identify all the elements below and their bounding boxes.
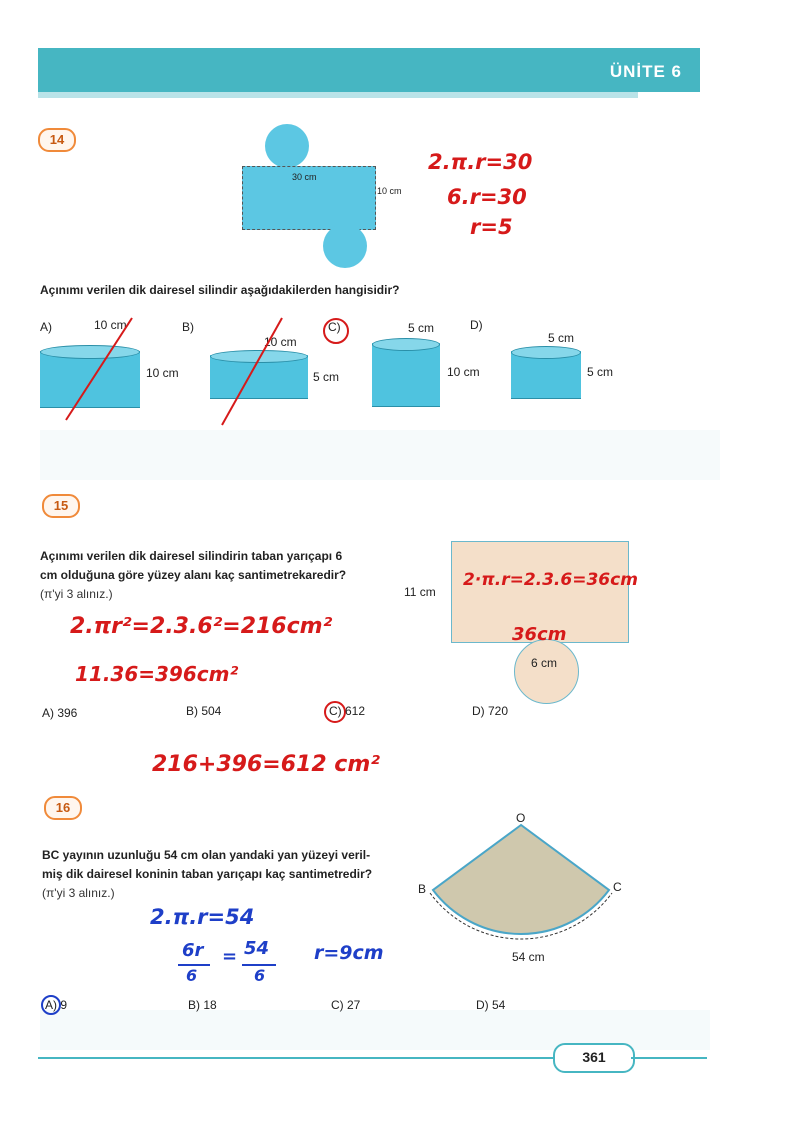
option-side-label: 10 cm xyxy=(146,366,179,380)
option-side-label: 5 cm xyxy=(313,370,340,384)
option-side-label: 10 cm xyxy=(447,365,480,379)
option-d: D) 720 xyxy=(472,704,509,718)
sector-shape xyxy=(433,825,609,934)
point-c-label: C xyxy=(613,880,622,894)
question-text-line1: BC yayının uzunluğu 54 cm olan yandaki yan yüzeyi veril- xyxy=(42,848,371,862)
unit-title: ÜNİTE 6 xyxy=(609,62,682,81)
option-c: C) 27 xyxy=(331,998,361,1012)
radius-label: 6 cm xyxy=(531,656,558,670)
net-height-label: 10 cm xyxy=(377,186,402,196)
handwriting-lateral-area: 11.36=396cm² xyxy=(75,662,239,686)
footer-line-right xyxy=(631,1057,707,1059)
question-text-line2: miş dik dairesel koninin taban yarıçapı kaç santimetredir? xyxy=(42,867,373,881)
handwriting-base-area: 2.πr²=2.3.6²=216cm² xyxy=(70,614,333,639)
option-top-label: 5 cm xyxy=(408,321,435,335)
rect-height-label: 11 cm xyxy=(404,585,436,599)
option-letter: C) xyxy=(328,320,341,334)
fraction-right-numerator: 54 xyxy=(244,938,270,959)
question-text: Açınımı verilen dik dairesel silindir aşağıdakilerden hangisidir? xyxy=(40,283,400,297)
option-letter: A) xyxy=(40,320,52,334)
option-side-label: 5 cm xyxy=(587,365,614,379)
handwriting-rect-calc: 2·π.r=2.3.6=36cm xyxy=(463,570,638,590)
arc-length-label: 54 cm xyxy=(512,950,545,964)
handwriting-line: 2.π.r=30 xyxy=(428,150,533,174)
fraction-left-numerator: 6r xyxy=(182,940,204,961)
question-number: 14 xyxy=(38,128,76,152)
option-c: C) 612 xyxy=(329,704,366,718)
pi-note: (π'yi 3 alınız.) xyxy=(42,886,115,900)
handwriting-rect-width: 36cm xyxy=(512,624,567,645)
strike-option-b xyxy=(222,318,282,425)
vertex-o-label: O xyxy=(516,811,526,825)
option-top-label: 10 cm xyxy=(264,335,297,349)
option-a: A) 396 xyxy=(42,706,78,720)
question-number: 15 xyxy=(42,494,80,518)
net-width-label: 30 cm xyxy=(292,172,317,182)
option-d: D) 54 xyxy=(476,998,506,1012)
page-number: 361 xyxy=(553,1043,635,1073)
option-top-label: 5 cm xyxy=(548,331,575,345)
point-b-label: B xyxy=(418,882,427,896)
option-letter: D) xyxy=(470,318,483,332)
handwriting-line: 2.π.r=54 xyxy=(150,905,255,929)
fraction-left-denominator: 6 xyxy=(186,966,198,985)
base-circle xyxy=(514,639,579,704)
handwriting-line: r=5 xyxy=(470,215,513,239)
question-text-line2: cm olduğuna göre yüzey alanı kaç santimetrekaredir? xyxy=(40,568,347,582)
handwriting-line: 6.r=30 xyxy=(447,185,527,209)
option-b: B) 504 xyxy=(186,704,222,718)
handwriting-result: r=9cm xyxy=(314,942,384,964)
strike-option-a xyxy=(66,318,132,420)
footer-line-left xyxy=(38,1057,553,1059)
option-top-label: 10 cm xyxy=(94,318,127,332)
question-text-line1: Açınımı verilen dik dairesel silindirin taban yarıçapı 6 xyxy=(40,549,343,563)
option-b: B) 18 xyxy=(188,998,217,1012)
question-number: 16 xyxy=(44,796,82,820)
option-letter: B) xyxy=(182,320,194,334)
option-a: A) 9 xyxy=(45,998,68,1012)
equals-sign: = xyxy=(222,946,238,967)
fraction-right-denominator: 6 xyxy=(254,966,266,985)
pi-note: (π'yi 3 alınız.) xyxy=(40,587,113,601)
handwriting-total: 216+396=612 cm² xyxy=(152,752,380,777)
